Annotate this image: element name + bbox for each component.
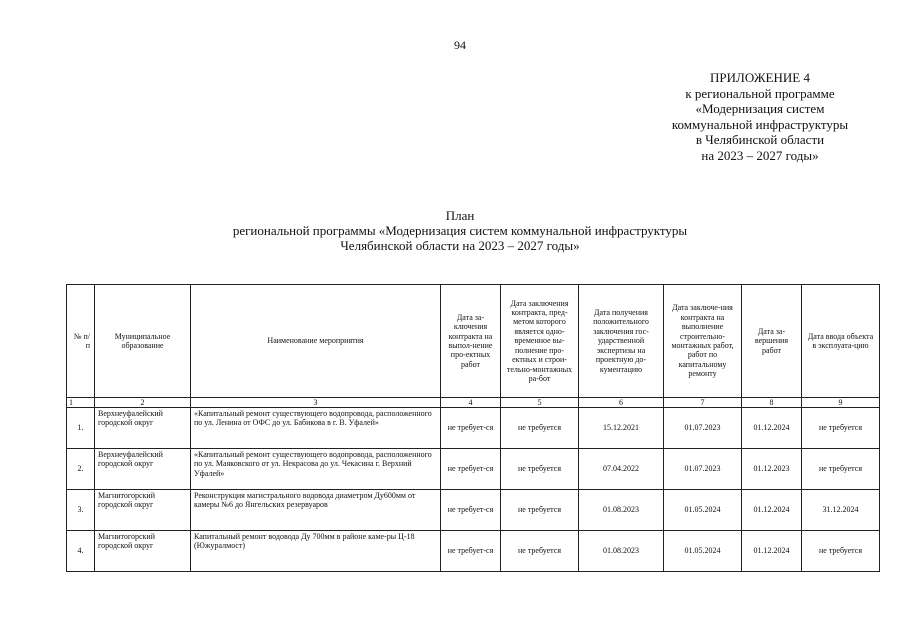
row-commissioning-date: не требуется (802, 408, 880, 449)
plan-table (66, 284, 880, 572)
row-completion-date: 01.12.2023 (742, 449, 802, 490)
appendix-heading (640, 70, 880, 164)
row-combined-contract-date: не требуется (501, 449, 579, 490)
row-completion-date: 01.12.2024 (742, 531, 802, 572)
row-municipality: Магнитогорский городской округ (95, 531, 191, 572)
row-commissioning-date: не требуется (802, 531, 880, 572)
column-number: 1 (67, 398, 95, 408)
row-number: 1. (67, 408, 95, 449)
header-expertise-date: Дата получения положительного заключения гос-ударственной экспертизы на проектную до-кументацию (579, 285, 664, 398)
appendix-line: к региональной программе (685, 85, 835, 101)
row-design-contract-date: не требует-ся (441, 531, 501, 572)
column-number: 6 (579, 398, 664, 408)
row-completion-date: 01.12.2024 (742, 408, 802, 449)
header-commissioning-date: Дата ввода объекта в эксплуата-цию (802, 285, 880, 398)
header-municipality: Муниципальное образование (95, 285, 191, 398)
row-expertise-date: 15.12.2021 (579, 408, 664, 449)
table-row (67, 490, 880, 531)
row-expertise-date: 01.08.2023 (579, 490, 664, 531)
column-number: 8 (742, 398, 802, 408)
appendix-line: на 2023 – 2027 годы» (701, 147, 819, 163)
row-construction-contract-date: 01.05.2024 (664, 490, 742, 531)
row-event-name: Реконструкция магистрального водовода диаметром Ду600мм от камеры №6 до Янгельских резервуаров (191, 490, 441, 531)
appendix-line: ПРИЛОЖЕНИЕ 4 (710, 70, 810, 85)
plan-title-block (160, 208, 760, 253)
plan-subtitle-line: Челябинской области на 2023 – 2027 годы» (340, 238, 580, 253)
row-municipality: Верхнеуфалейский городской округ (95, 449, 191, 490)
plan-subtitle-line: региональной программы «Модернизация систем коммунальной инфраструктуры (232, 223, 688, 238)
row-design-contract-date: не требует-ся (441, 408, 501, 449)
row-combined-contract-date: не требуется (501, 531, 579, 572)
row-municipality: Магнитогорский городской округ (95, 490, 191, 531)
header-completion-date: Дата за-вершения работ (742, 285, 802, 398)
row-construction-contract-date: 01.07.2023 (664, 408, 742, 449)
row-combined-contract-date: не требуется (501, 408, 579, 449)
header-number: № п/п (67, 285, 95, 398)
page-number: 94 (454, 38, 466, 52)
column-number: 2 (95, 398, 191, 408)
column-number-row (67, 398, 880, 408)
row-construction-contract-date: 01.07.2023 (664, 449, 742, 490)
table-row (67, 449, 880, 490)
row-number: 3. (67, 490, 95, 531)
row-event-name: Капитальный ремонт водовода Ду 700мм в районе каме-ры Ц-18 (Южуралмост) (191, 531, 441, 572)
row-event-name: «Капитальный ремонт существующего водопровода, расположенного по ул. Ленина от ОФС до ул. Бабикова в г. В. Уфалей» (191, 408, 441, 449)
row-expertise-date: 01.08.2023 (579, 531, 664, 572)
row-number: 4. (67, 531, 95, 572)
appendix-line: в Челябинской области (695, 132, 825, 148)
appendix-line: «Модернизация систем (695, 101, 825, 117)
appendix-line: коммунальной инфраструктуры (671, 116, 849, 132)
row-expertise-date: 07.04.2022 (579, 449, 664, 490)
column-number: 4 (441, 398, 501, 408)
column-number: 3 (191, 398, 441, 408)
header-design-contract-date: Дата за-ключения контракта на выпол-нение про-ектных работ (441, 285, 501, 398)
table-header-row (67, 285, 880, 398)
header-event-name: Наименование мероприятия (191, 285, 441, 398)
row-design-contract-date: не требует-ся (441, 449, 501, 490)
row-combined-contract-date: не требуется (501, 490, 579, 531)
row-number: 2. (67, 449, 95, 490)
row-municipality: Верхнеуфалейский городской округ (95, 408, 191, 449)
row-event-name: «Капитальный ремонт существующего водопровода, расположенного по ул. Маяковского от ул. Некрасова до ул. Чекасина г. Верхний Уфалей» (191, 449, 441, 490)
row-construction-contract-date: 01.05.2024 (664, 531, 742, 572)
column-number: 7 (664, 398, 742, 408)
table-row (67, 408, 880, 449)
row-commissioning-date: 31.12.2024 (802, 490, 880, 531)
table-row (67, 531, 880, 572)
row-commissioning-date: не требуется (802, 449, 880, 490)
header-combined-contract-date: Дата заключения контракта, пред-метом которого является одно-временное вы-полнение про-ектных и строи-тельно-монтажных ра-бот (501, 285, 579, 398)
column-number: 5 (501, 398, 579, 408)
row-design-contract-date: не требует-ся (441, 490, 501, 531)
column-number: 9 (802, 398, 880, 408)
header-construction-contract-date: Дата заключе-ния контракта на выполнение строительно-монтажных работ, работ по капитальному ремонту (664, 285, 742, 398)
plan-title: План (445, 208, 475, 223)
row-completion-date: 01.12.2024 (742, 490, 802, 531)
